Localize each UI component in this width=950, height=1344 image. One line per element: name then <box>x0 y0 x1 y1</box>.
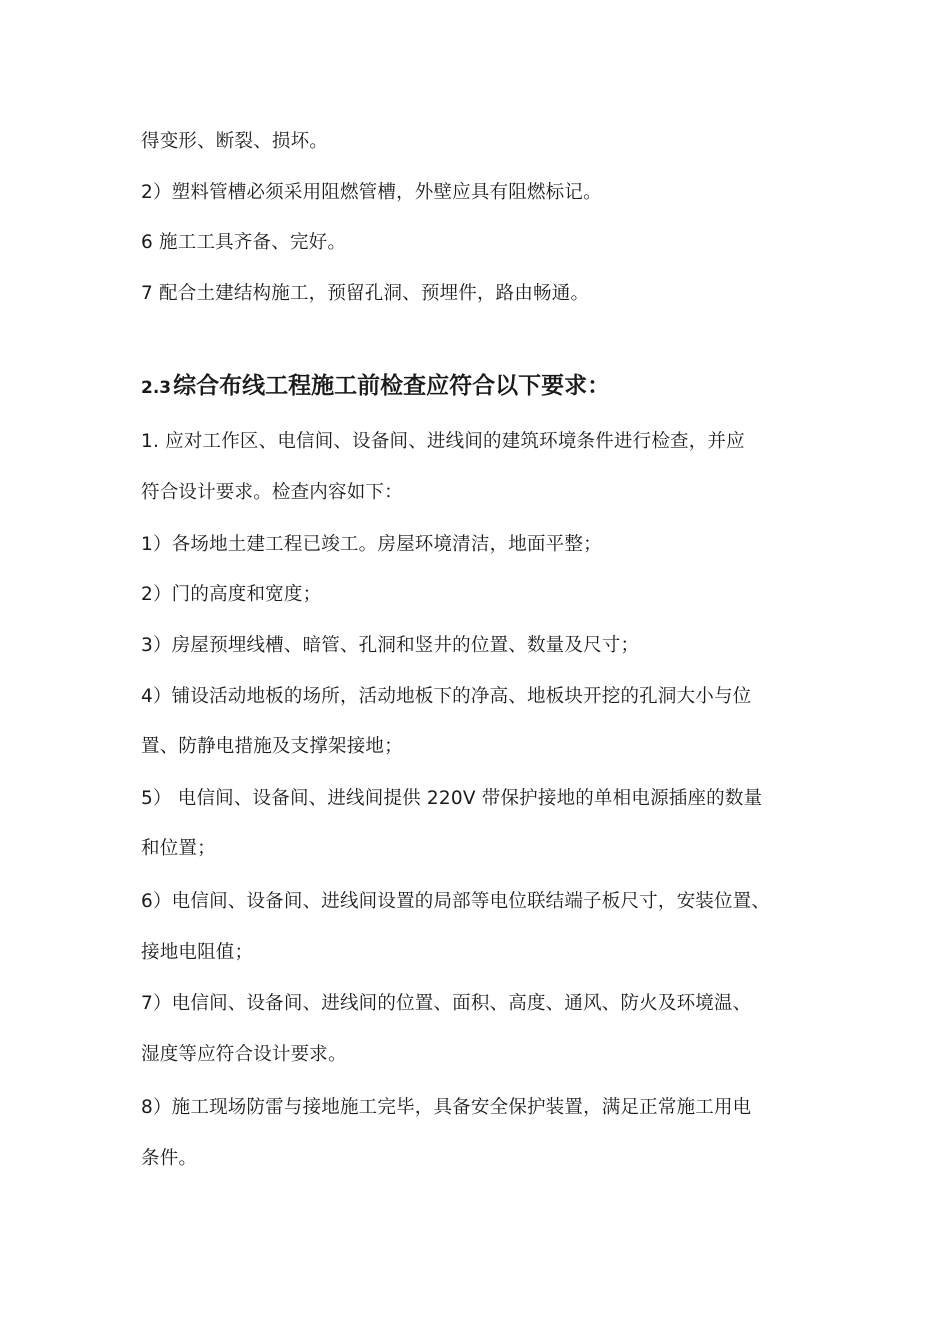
text-line: 湿度等应符合设计要求。 <box>141 1044 347 1065</box>
text-line: 7）电信间、设备间、进线间的位置、面积、高度、通风、防火及环境温、 <box>141 993 752 1014</box>
text-line: 4）铺设活动地板的场所，活动地板下的净高、地板块开挖的孔洞大小与位 <box>141 686 752 707</box>
text-line: 6 施工工具齐备、完好。 <box>141 232 347 253</box>
text-line: 6）电信间、设备间、进线间设置的局部等电位联结端子板尺寸，安装位置、 <box>141 891 771 912</box>
text-line: 5） 电信间、设备间、进线间提供 220V 带保护接地的单相电源插座的数量 <box>141 788 763 809</box>
section-heading <box>141 371 610 403</box>
text-line: 条件。 <box>141 1148 198 1169</box>
text-line: 符合设计要求。检查内容如下： <box>141 482 403 503</box>
text-line: 7 配合土建结构施工，预留孔洞、预埋件，路由畅通。 <box>141 283 590 304</box>
section-title: 综合布线工程施工前检查应符合以下要求： <box>173 373 611 399</box>
text-line: 3）房屋预埋线槽、暗管、孔洞和竖井的位置、数量及尺寸； <box>141 635 640 656</box>
text-line: 2）塑料管槽必须采用阻燃管槽，外壁应具有阻燃标记。 <box>141 182 602 203</box>
section-number: 2.3 <box>141 378 172 398</box>
text-line: 得变形、断裂、损坏。 <box>141 131 329 152</box>
text-line: 1）各场地土建工程已竣工。房屋环境清洁，地面平整； <box>141 534 602 555</box>
text-line: 置、防静电措施及支撑架接地； <box>141 736 403 757</box>
text-line: 2）门的高度和宽度； <box>141 584 322 605</box>
text-line: 接地电阻值； <box>141 942 254 963</box>
text-line: 8）施工现场防雷与接地施工完毕，具备安全保护装置，满足正常施工用电 <box>141 1097 752 1118</box>
text-line: 和位置； <box>141 838 216 859</box>
text-line: 1. 应对工作区、电信间、设备间、进线间的建筑环境条件进行检查，并应 <box>141 431 745 452</box>
